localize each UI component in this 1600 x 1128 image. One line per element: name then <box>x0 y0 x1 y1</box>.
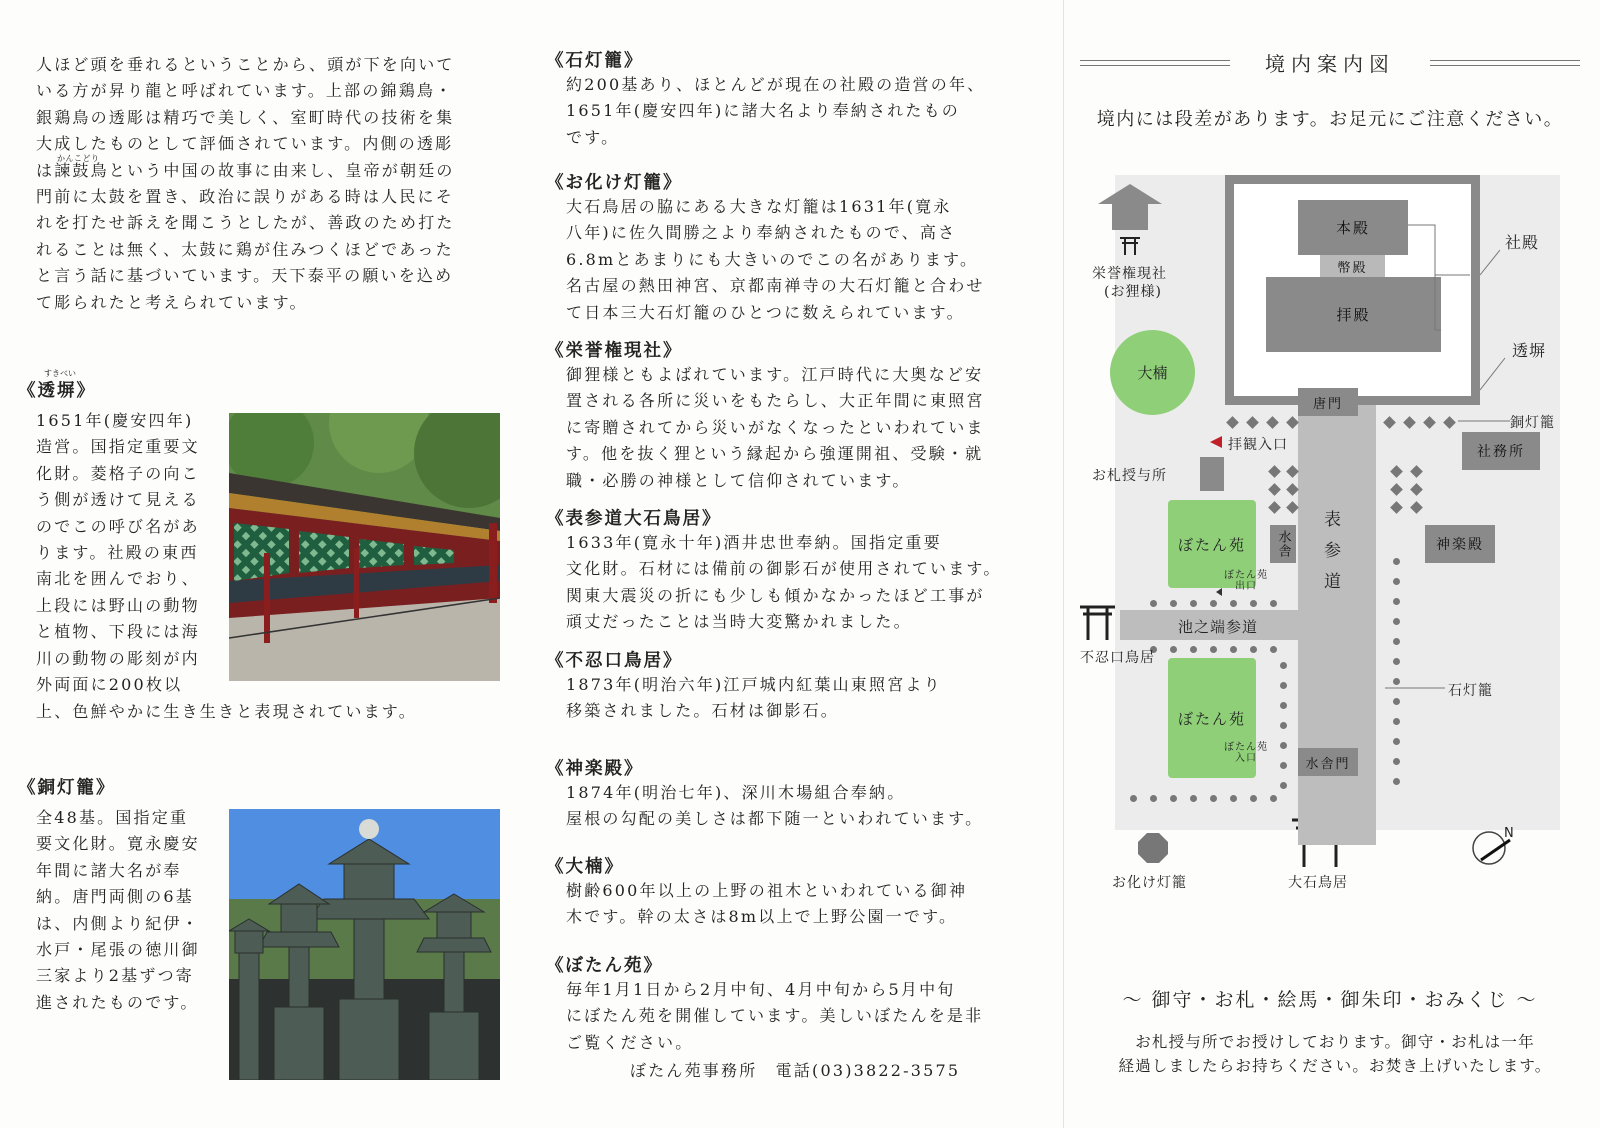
botan-exit-arrow-icon <box>1216 588 1222 596</box>
section-okusu <box>546 854 967 931</box>
ishidoro-marker <box>1270 600 1277 607</box>
ishidoro-marker <box>1230 795 1237 802</box>
ishidoro-marker <box>1393 658 1400 665</box>
ishidoro-marker <box>1250 600 1257 607</box>
shinobazu-label: 不忍口鳥居 <box>1080 650 1155 666</box>
section-heading: 《大楠》 <box>546 857 624 877</box>
sukibei-tail-block <box>36 699 506 725</box>
section-text: 1873年(明治六年)江戸城内紅葉山東照宮より 移築されました。石材は御影石。 <box>566 675 942 721</box>
eiyo-sub-label: (お狸様) <box>1104 284 1162 300</box>
section-heading: 《栄誉権現社》 <box>546 341 683 361</box>
ikenohata-label: 池之端参道 <box>1178 618 1259 636</box>
precinct-map <box>1080 170 1580 940</box>
section-shinobazu <box>546 648 942 725</box>
ishidoro-marker <box>1393 598 1400 605</box>
bronze-lanterns-illustration <box>229 809 500 1080</box>
ishidoro-marker <box>1280 682 1287 689</box>
torii-eiyo-icon <box>1120 238 1140 255</box>
section-text: 大石鳥居の脇にある大きな灯籠は1631年(寛永 八年)に佐久間勝之より奉納されたもので、高さ 6.8mとあまりにも大きいのでこの名があります。 名古屋の熱田神宮、京都南禅寺の大石灯籠と合わせ て日本三大石灯籠のひとつに数えられています。 <box>566 197 985 322</box>
left-column <box>36 52 506 316</box>
sukibei-tail: 上、色鮮やかに生き生きと表現されています。 <box>36 702 417 721</box>
ishidoro-marker <box>1393 758 1400 765</box>
ishidoro-marker <box>1190 646 1197 653</box>
section-heading: 《不忍口鳥居》 <box>546 651 683 671</box>
ishidoro-marker <box>1280 742 1287 749</box>
ishidoro-marker <box>1210 795 1217 802</box>
section-text: 1874年(明治七年)、深川木場組合奉納。 屋根の勾配の美しさは都下随一といわれています。 <box>566 783 984 829</box>
section-heading: 《表参道大石鳥居》 <box>546 509 722 529</box>
okusu-tree <box>1110 330 1195 415</box>
section-text: 1633年(寛永十年)酒井忠世奉納。国指定重要 文化財。石材には備前の御影石が使用されています。 関東大震災の折にも少しも傾かなかったほど工事が 頑丈だったことは当時大変驚かれました。 <box>566 533 1002 632</box>
ishidoro-marker <box>1210 600 1217 607</box>
section-heading: 《神楽殿》 <box>546 759 644 779</box>
dotouro-label: 銅灯籠 <box>1510 415 1555 431</box>
ofuda-building <box>1200 457 1224 491</box>
mizuya-label: 水舎 <box>1275 530 1291 558</box>
sukibei-text-block <box>36 408 236 698</box>
dotouro-heading: 《銅灯籠》 <box>18 778 116 798</box>
goods-note: お札授与所でお授けしております。御守・お札は一年 経過しましたらお持ちください。お焚き上げいたします。 <box>1118 1033 1552 1075</box>
ishidoro-marker <box>1230 600 1237 607</box>
torii-shinobazu-icon <box>1080 607 1115 640</box>
sukibei-label: 透塀 <box>1512 341 1547 360</box>
botan-contact: ぼたん苑事務所 電話(03)3822-3575 <box>630 1061 961 1080</box>
haiden-building: 拝殿 <box>1266 277 1441 352</box>
section-text: 毎年1月1日から2月中旬、4月中旬から5月中旬 にぼたん苑を開催しています。美しいぼたんを是非 ご覧ください。 <box>566 980 984 1052</box>
ishidoro-marker <box>1280 782 1287 789</box>
otorii-label: 大石鳥居 <box>1288 875 1348 891</box>
map-notice: 境内には段差があります。お足元にご注意ください。 <box>1096 109 1564 130</box>
ishidoro-marker <box>1280 722 1287 729</box>
section-text: 御狸様ともよばれています。江戸時代に大奥など安 置される各所に災いをもたらし、大正年間に東照宮 に寄贈されてから災いがなくなったといわれていま す。他を抜く狸という縁起から強運開祖、受験・就 職・必勝の神様として信仰されています。 <box>566 365 985 490</box>
sukibei-heading: 《透塀》 <box>18 381 96 401</box>
section-heading: 《お化け灯籠》 <box>546 173 683 193</box>
ishidoro-marker <box>1393 698 1400 705</box>
ruby-sukibei: すきべい <box>44 369 76 378</box>
sukibei-fence-photo <box>229 413 500 681</box>
ishidoro-marker <box>1393 718 1400 725</box>
section-eiyo <box>546 338 985 494</box>
heiden-building: 幣殿 <box>1320 255 1385 277</box>
bronze-lanterns-photo <box>229 809 500 1080</box>
obake-lantern-icon <box>1138 833 1168 863</box>
ishidoro-marker <box>1150 795 1157 802</box>
ishidoro-marker <box>1393 678 1400 685</box>
section-botan <box>546 953 983 1056</box>
page-fold <box>1063 0 1064 1128</box>
karamon-gate: 唐門 <box>1298 388 1358 416</box>
ofuda-label: お札授与所 <box>1092 468 1167 484</box>
mizuya-building <box>1270 525 1296 563</box>
north-label: N <box>1504 826 1515 841</box>
ishidoro-marker <box>1190 600 1197 607</box>
obake-label: お化け灯籠 <box>1112 875 1187 891</box>
ishidoro-marker <box>1280 702 1287 709</box>
ishidoro-marker <box>1130 795 1137 802</box>
goods-title: 〜 御守・お札・絵馬・御朱印・おみくじ 〜 <box>1122 989 1538 1011</box>
dotouro-text: 全48基。国指定重 要文化財。寛永慶安 年間に諸大名が奉 納。唐門両側の6基 は、内側より紀伊・ 水戸・尾張の徳川御 三家より2基ずつ寄 進されたものです。 <box>36 808 200 1012</box>
botan-garden-south: ぼたん苑 <box>1168 658 1256 778</box>
title-rule-left <box>1080 60 1230 66</box>
intro-paragraph: 人ほど頭を垂れるということから、頭が下を向いて いる方が昇り龍と呼ばれています。上部の錦鶏鳥・ 銀鶏鳥の透彫は精巧で美しく、室町時代の技術を集 大成したものとして評価されています。内側の透彫 は諫鼓鳥という中国の故事に由来し、皇帝が朝廷の 門前に太鼓を置き、政治に誤りがある時は人民にそ れを打たせ訴えを聞こうとしたが、善政のため打た れることは無く、太鼓に鶏が住みつくほどであった と言う話に基づいています。天下泰平の願いを込め て彫られたと考えられています。 <box>36 55 455 312</box>
ishidoro-marker <box>1270 795 1277 802</box>
section-text: 樹齢600年以上の上野の祖木といわれている御神 木です。幹の太さは8m以上で上野公園一です。 <box>566 881 968 927</box>
ishidoro-marker <box>1393 578 1400 585</box>
map-title-bar <box>1080 48 1580 78</box>
shaden-label: 社殿 <box>1505 233 1540 252</box>
dotouro-text-block <box>36 805 226 1016</box>
eiyo-label: 栄誉権現社 <box>1092 266 1167 282</box>
honden-building: 本殿 <box>1298 200 1408 255</box>
section-heading: 《石灯籠》 <box>546 51 644 71</box>
sukibei-text: 1651年(慶安四年) 造営。国指定重要文 化財。菱格子の向こ う側が透けて見える のでこの呼び名があ ります。社殿の東西 南北を囲んでおり、 上段には野山の動物 と植物、下段には海 川の動物の彫刻が内 外両面に200枚以 <box>36 411 200 695</box>
okusu-label: 大楠 <box>1137 364 1168 382</box>
ishidoro-marker <box>1250 795 1257 802</box>
ruby-kankodori: かんこどり <box>57 154 100 163</box>
ishidoro-marker <box>1170 795 1177 802</box>
ishidoro-marker <box>1190 795 1197 802</box>
ishidoro-marker <box>1393 558 1400 565</box>
kaguraden-building: 神楽殿 <box>1425 525 1495 563</box>
eiyo-shrine-icon <box>1098 184 1162 230</box>
haikan-marker-icon <box>1210 436 1222 448</box>
botan-exit-label: ぼたん苑 出口 <box>1224 570 1268 592</box>
ishidoro-marker <box>1250 646 1257 653</box>
haikan-label: 拝観入口 <box>1228 437 1288 453</box>
section-ishidoro <box>546 48 985 151</box>
ishidoro-marker <box>1150 600 1157 607</box>
botan-garden-north: ぼたん苑 <box>1168 500 1256 588</box>
ishidoro-marker <box>1393 638 1400 645</box>
shamusho-building: 社務所 <box>1462 432 1540 470</box>
section-text: 約200基あり、ほとんどが現在の社殿の造営の年、 1651年(慶安四年)に諸大名より奉納されたもの です。 <box>566 75 986 147</box>
ishidoro-marker <box>1280 662 1287 669</box>
ishidoro-marker <box>1270 646 1277 653</box>
map-title: 境内案内図 <box>1265 52 1395 76</box>
mizuyamon-gate: 水舎門 <box>1298 748 1358 776</box>
ishidoro-marker <box>1393 618 1400 625</box>
ishidoro-marker <box>1393 778 1400 785</box>
ishidoro-marker <box>1393 738 1400 745</box>
omotesando-label: 表参道 <box>1320 510 1340 603</box>
ishidoro-marker <box>1210 646 1217 653</box>
ishidoro-marker <box>1280 762 1287 769</box>
section-kaguraden <box>546 756 983 833</box>
section-obake <box>546 170 985 326</box>
ishidoro-marker <box>1230 646 1237 653</box>
section-heading: 《ぼたん苑》 <box>546 956 663 976</box>
ishidoro-marker <box>1170 600 1177 607</box>
botan-entrance-label: ぼたん苑 入口 <box>1224 742 1268 764</box>
ishidoro-marker <box>1170 646 1177 653</box>
ishidoro-label: 石灯籠 <box>1448 683 1493 699</box>
title-rule-right <box>1430 60 1580 66</box>
sukibei-fence-illustration <box>229 413 500 681</box>
section-otorii <box>546 506 1002 636</box>
